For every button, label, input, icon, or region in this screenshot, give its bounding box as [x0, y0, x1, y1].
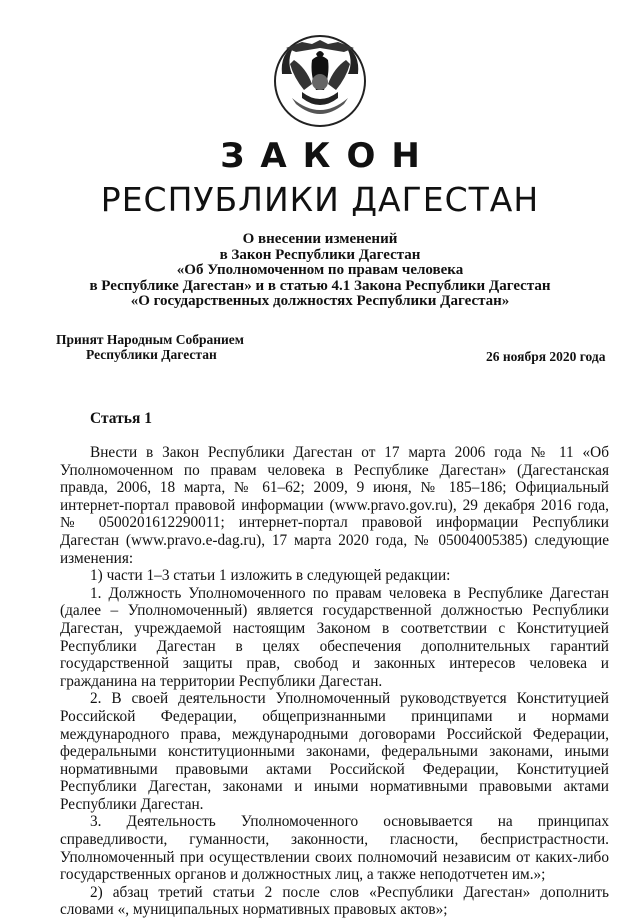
article-heading: Статья 1 — [90, 410, 152, 427]
subject-line: «О государственных должностях Республики Дагестан» — [130, 293, 510, 309]
body-paragraph: 2) абзац третий статьи 2 после слов «Республики Дагестан» дополнить словами «, муниципальных нормативных правовых актов»; — [60, 883, 609, 919]
subject-line: в Республике Дагестан» и в статью 4.1 Закона Республики Дагестан — [89, 277, 551, 294]
article-body — [60, 444, 609, 919]
body-paragraph: Внести в Закон Республики Дагестан от 17 марта 2006 года № 11 «Об Уполномоченном по правам человека в Республике Дагестан» (Дагестанская правда, 2006, 18 марта, № 61–62; 2009, 9 июня, № 185–186; Официальный интернет-портал правовой информации (www.pravo.gov.ru), 29 декабря 2016 года, № 0500201612290011; интернет-портал правовой информации Республики Дагестан (www.pravo.e-dag.ru), 17 марта 2020 года, № 05004005385) следующие изменения: — [60, 444, 609, 567]
body-paragraph: 2. В своей деятельности Уполномоченный руководствуется Конституцией Российской Федерации, общепризнанными принципами и нормами международного права, международными договорами Российской Федерации, федеральными конституционными законами, федеральными законами, иными нормативными правовыми актами Российской Федерации, Конституцией Республики Дагестан, законами и иными нормативными правовыми актами Республики Дагестан. — [60, 690, 609, 813]
law-subject — [60, 232, 580, 310]
adoption-note — [56, 332, 244, 362]
body-paragraph: 1. Должность Уполномоченного по правам человека в Республике Дагестан (далее – Уполномоченный) является государственной должностью Республики Дагестан, учреждаемой настоящим Законом в соответствии с Конституцией Республики Дагестан в целях обеспечения дополнительных гарантий государственной защиты прав, свобод и законных интересов человека и гражданина на территории Республики Дагестан. — [60, 584, 609, 690]
subject-line: «Об Уполномоченном по правам человека — [176, 262, 464, 278]
subject-line: в Закон Республики Дагестан — [219, 246, 421, 263]
adoption-date: 26 ноября 2020 года — [486, 349, 606, 364]
law-title-word: ЗАКОН — [220, 136, 436, 176]
adoption-line-1: Принят Народным Собранием — [56, 332, 244, 347]
adoption-line-2: Республики Дагестан — [86, 347, 217, 362]
body-paragraph: 3. Деятельность Уполномоченного основывается на принципах справедливости, гуманности, законности, гласности, беспристрастности. Уполномоченный при осуществлении своих полномочий независим от каких-либо государственных органов и должностных лиц, а также неподотчетен им.»; — [60, 813, 609, 884]
body-paragraph: 1) части 1–3 статьи 1 изложить в следующей редакции: — [90, 567, 451, 585]
law-title-region: РЕСПУБЛИКИ ДАГЕСТАН — [100, 180, 540, 219]
dagestan-eagle-emblem-icon — [272, 34, 368, 128]
subject-line: О внесении изменений — [242, 231, 398, 247]
